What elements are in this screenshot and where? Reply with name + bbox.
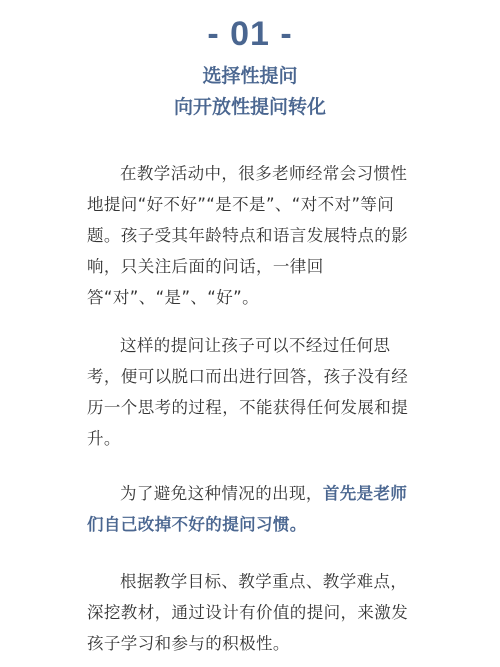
section-heading-line-1: 选择性提问	[202, 65, 298, 87]
highlighted-text: 首先是老师们自己改掉不好的提问习惯。	[87, 484, 408, 534]
paragraph-questioning-habits: 在教学活动中，很多老师经常会习惯性地提问“好不好”“是不是”、“对不对”等问题。孩子受其年龄特点和语言发展特点的影响，只关注后面的问话，一律回答“对”、“是”、“好”。	[87, 164, 409, 307]
paragraph-no-thinking: 这样的提问让孩子可以不经过任何思考，便可以脱口而出进行回答，孩子没有经历一个思考的过程，不能获得任何发展和提升。	[87, 336, 409, 448]
section-number: - 01 -	[207, 15, 293, 53]
paragraph-plain-text: 为了避免这种情况的出现，	[120, 484, 323, 503]
paragraph-teaching-goals: 根据教学目标、教学重点、教学难点，深挖教材，通过设计有价值的提问，来激发孩子学习和参与的积极性。	[87, 572, 409, 653]
paragraph-avoid-situation	[87, 478, 417, 540]
section-heading-line-2: 向开放性提问转化	[173, 96, 326, 118]
